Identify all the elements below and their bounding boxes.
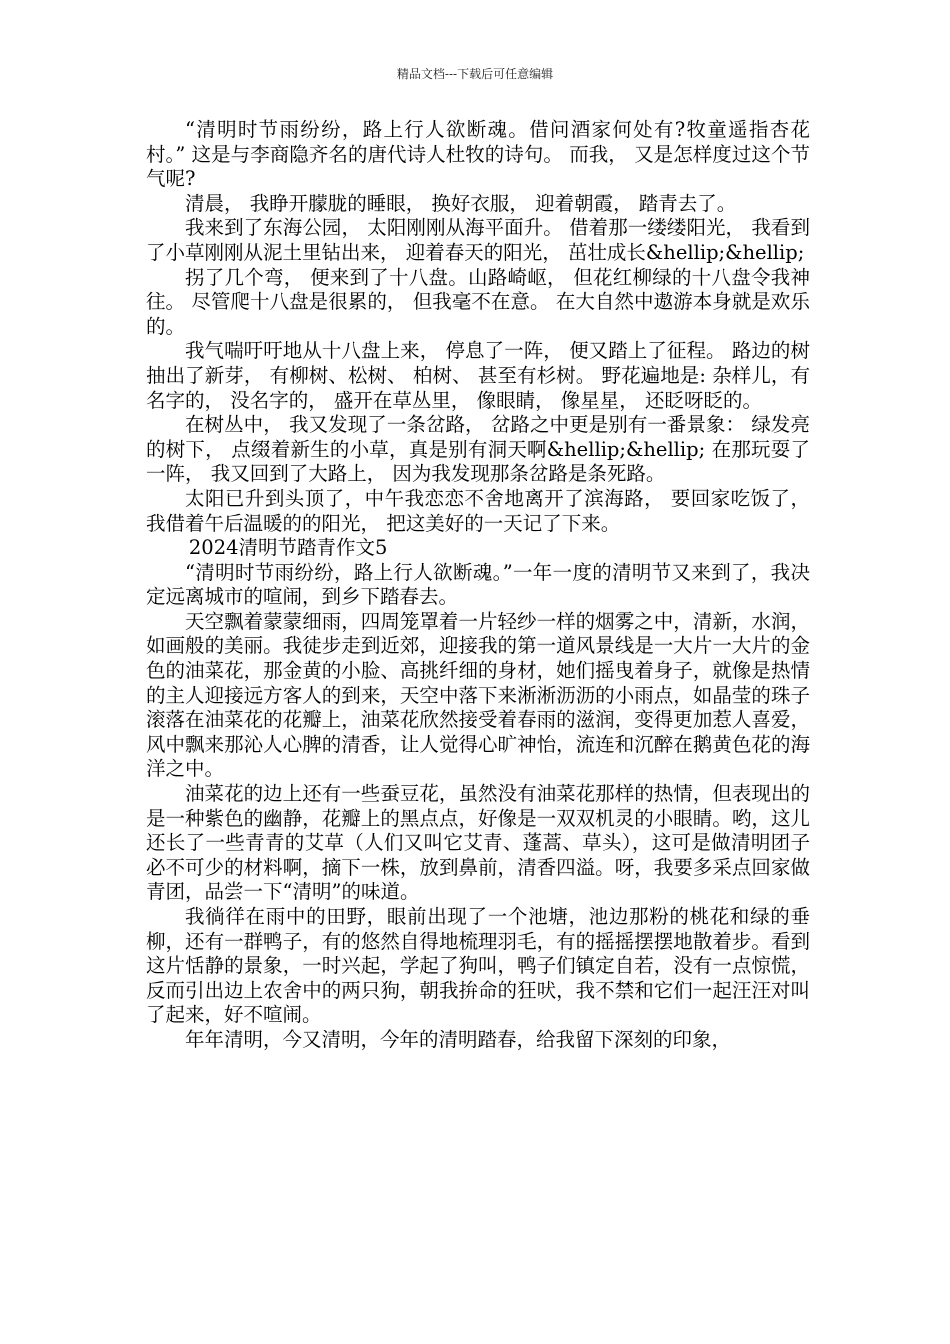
paragraph: 天空飘着蒙蒙细雨，四周笼罩着一片轻纱一样的烟雾之中，清新，水润，如画般的美丽。我徒步走到近郊，迎接我的第一道风景线是一大片一大片的金色的油菜花，那金黄的小脸、高挑纤细的身材，她们摇曳着身子，就像是热情的主人迎接远方客人的到来，天空中落下来淅淅沥沥的小雨点，如晶莹的珠子滚落在油菜花的花瓣上，油菜花欣然接受着春雨的滋润，变得更加惹人喜爱，风中飘来那沁人心脾的清香，让人觉得心旷神怡，流连和沉醉在鹅黄色花的海洋之中。 bbox=[146, 609, 810, 781]
paragraph: 年年清明，今又清明，今年的清明踏春，给我留下深刻的印象， bbox=[185, 1027, 732, 1051]
paragraph: “清明时节雨纷纷，路上行人欲断魂。借问酒家何处有?牧童遥指杏花村。” 这是与李商隐齐名的唐代诗人杜牧的诗句。 而我， 又是怎样度过这个节气呢? bbox=[146, 118, 810, 191]
paragraph: 我气喘吁吁地从十八盘上来， 停息了一阵， 便又踏上了征程。 路边的树抽出了新芽， 有柳树、松树、 柏树、 甚至有杉树。 野花遍地是: 杂样儿，有名字的， 没名字的， 盛开在草丛里， 像眼睛， 像星星， 还眨呀眨的。 bbox=[146, 339, 810, 412]
paragraph: 油菜花的边上还有一些蚕豆花，虽然没有油菜花那样的热情，但表现出的是一种紫色的幽静，花瓣上的黑点点，好像是一双双机灵的小眼睛。哟，这儿还长了一些青青的艾草（人们又叫它艾青、蓬蒿、草头），这可是做清明团子必不可少的材料啊，摘下一株，放到鼻前，清香四溢。呀，我要多采点回家做青团，品尝一下“清明”的味道。 bbox=[146, 782, 810, 904]
paragraph: 我来到了东海公园， 太阳刚刚从海平面升。 借着那一缕缕阳光， 我看到了小草刚刚从泥土里钻出来， 迎着春天的阳光， 茁壮成长&hellip;&hellip; bbox=[146, 216, 810, 264]
paragraph: 太阳已升到头顶了，中午我恋恋不舍地离开了滨海路， 要回家吃饭了， 我借着午后温暖的的阳光， 把这美好的一天记了下来。 bbox=[146, 486, 810, 535]
document-body bbox=[146, 118, 810, 1053]
paragraph: 拐了几个弯， 便来到了十八盘。山路崎岖， 但花红柳绿的十八盘令我神往。 尽管爬十八盘是很累的， 但我毫不在意。 在大自然中遨游本身就是欢乐的。 bbox=[146, 265, 810, 338]
paragraph: 清晨， 我睁开朦胧的睡眼， 换好衣服， 迎着朝霞， 踏青去了。 bbox=[185, 191, 737, 215]
paragraph: 我徜徉在雨中的田野，眼前出现了一个池塘，池边那粉的桃花和绿的垂柳，还有一群鸭子，有的悠然自得地梳理羽毛，有的摇摇摆摆地散着步。看到这片恬静的景象，一时兴起，学起了狗叫，鸭子们镇定自若，没有一点惊慌，反而引出边上农舍中的两只狗，朝我拚命的狂吠，我不禁和它们一起汪汪对叫了起来，好不喧闹。 bbox=[146, 905, 810, 1027]
section-heading: 2024清明节踏青作文5 bbox=[188, 536, 388, 560]
paragraph: 在树丛中， 我又发现了一条岔路， 岔路之中更是别有一番景象： 绿发亮的树下， 点缀着新生的小草，真是别有洞天啊&hellip;&hellip; 在那玩耍了一阵， 我又回到了大路上， 因为我发现那条岔路是条死路。 bbox=[146, 413, 810, 486]
page-header: 精品文档---下载后可任意编辑 bbox=[396, 67, 554, 81]
paragraph: “清明时节雨纷纷，路上行人欲断魂。”一年一度的清明节又来到了，我决定远离城市的喧闹，到乡下踏春去。 bbox=[146, 560, 810, 609]
